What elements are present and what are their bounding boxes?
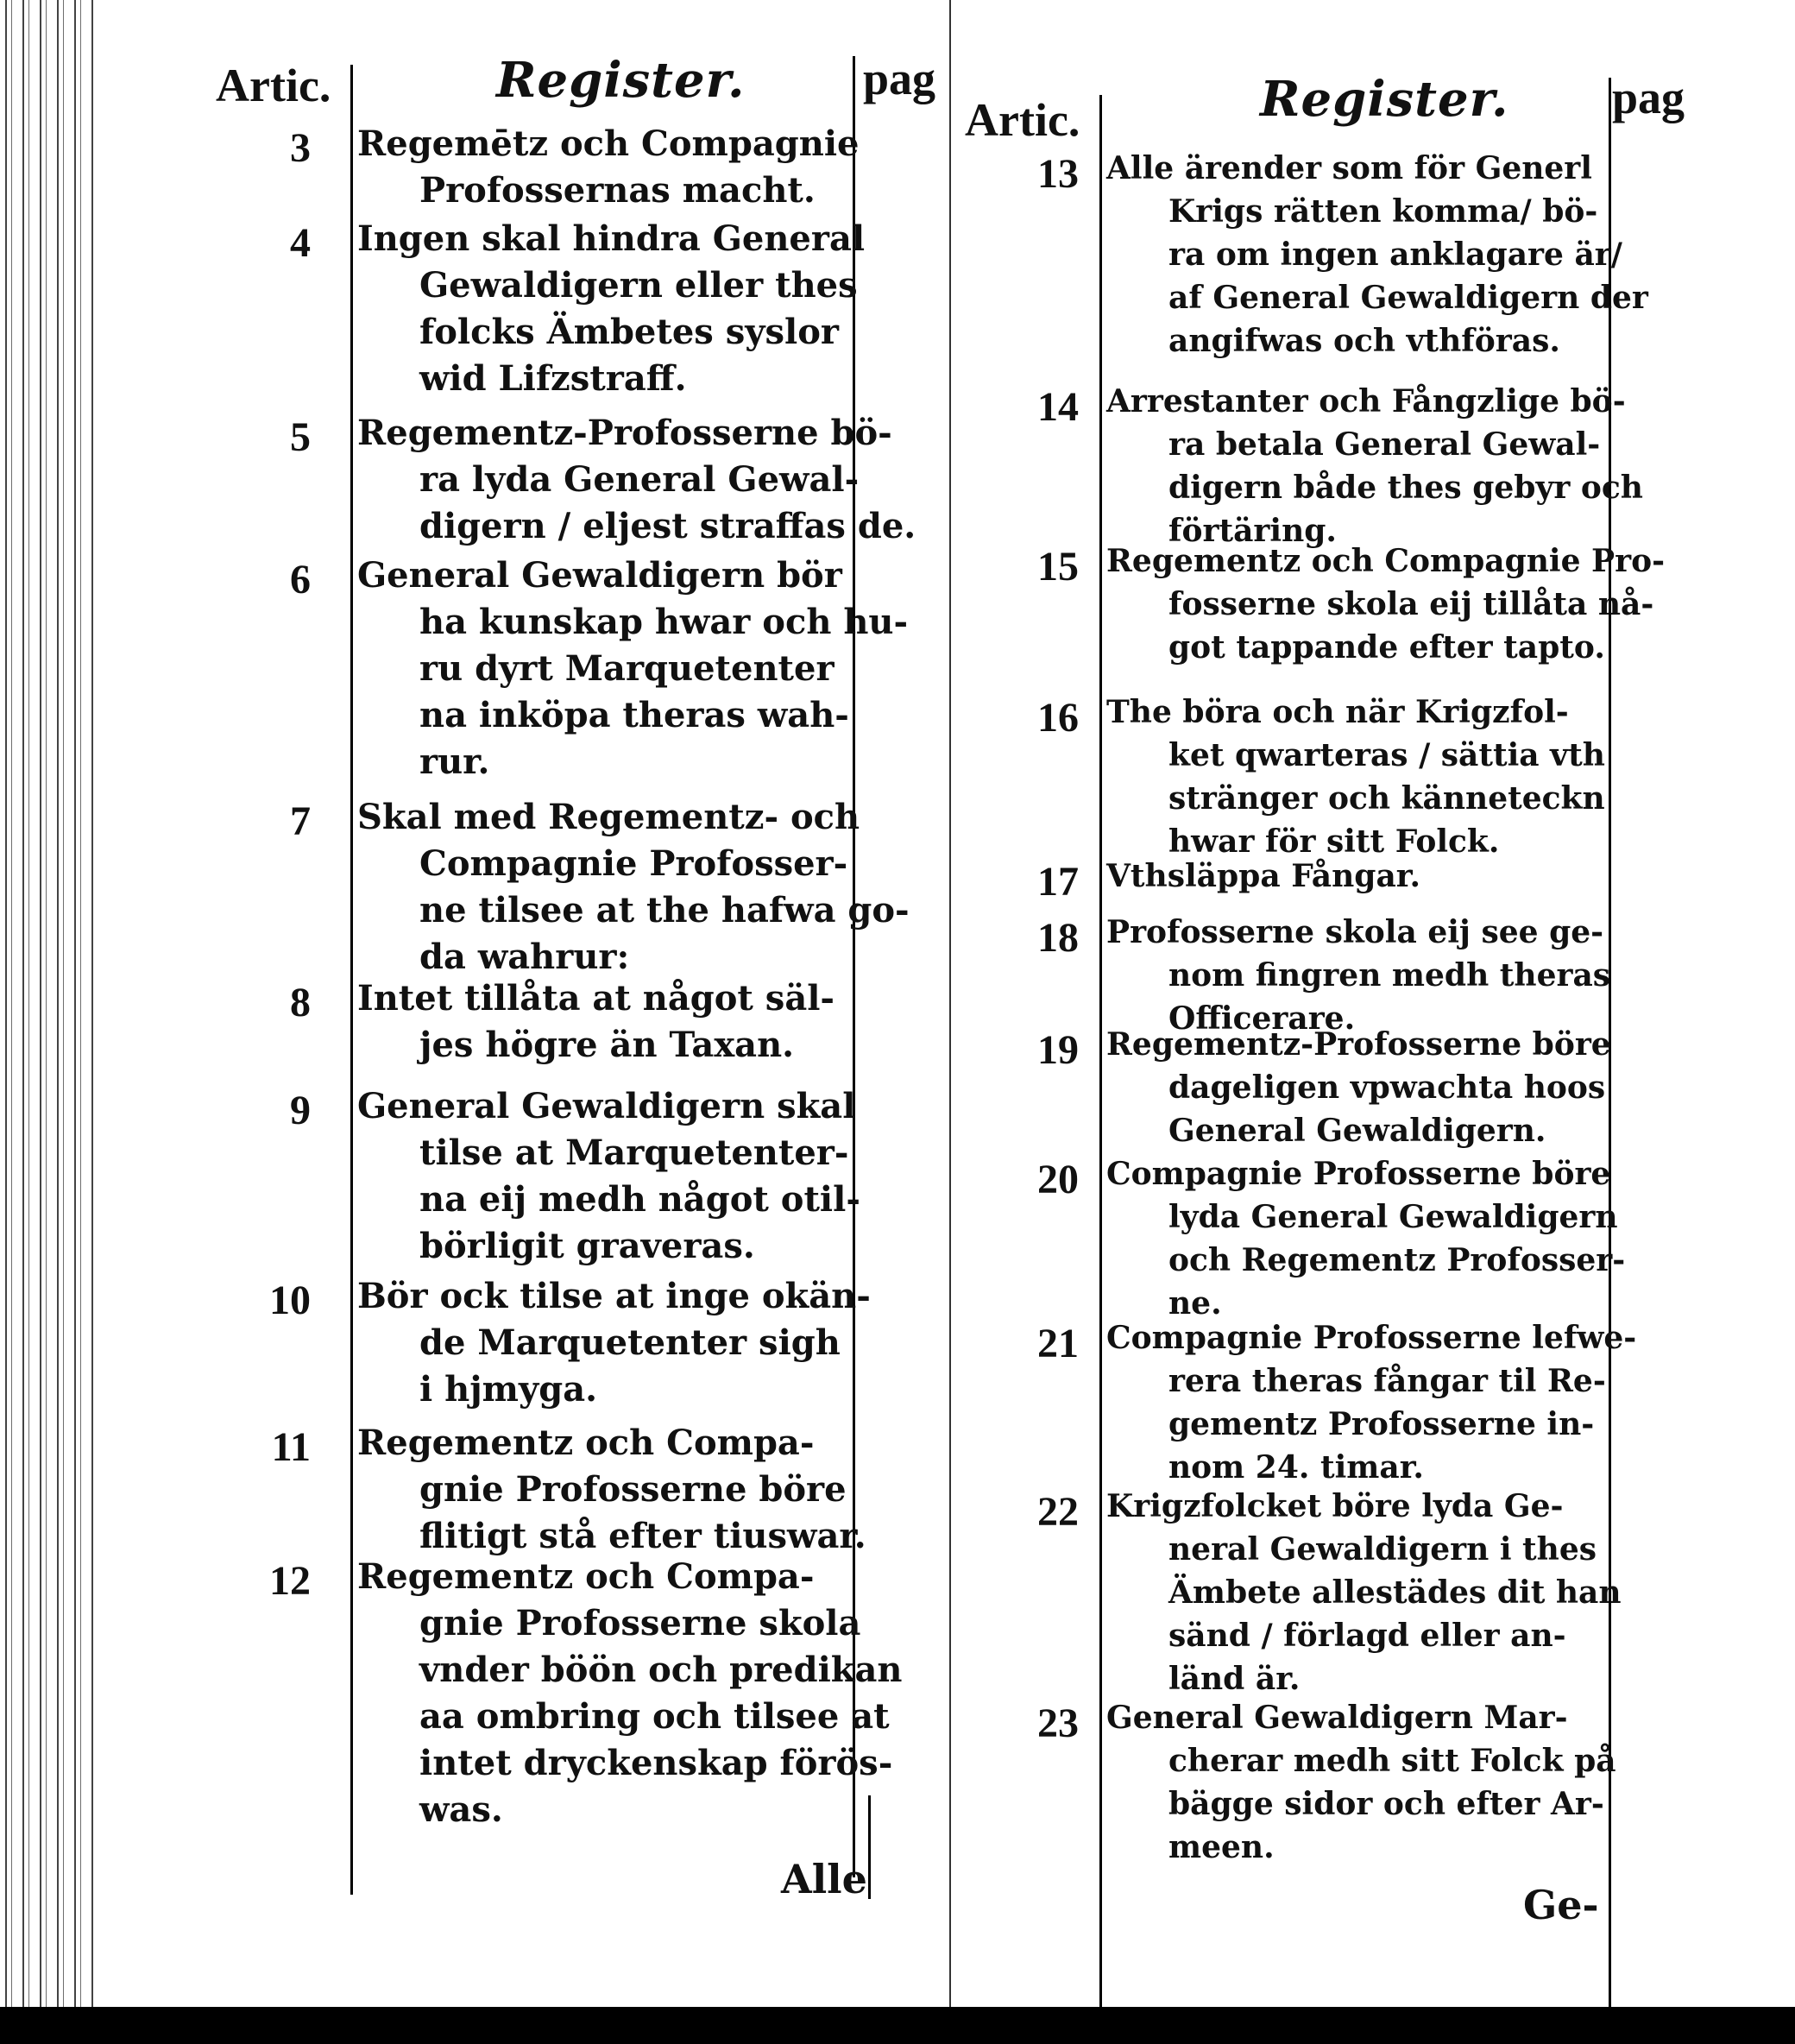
entry-line: nom fingren medh theras bbox=[1168, 957, 1611, 994]
entry-line: Arrestanter och Fångzlige bö- bbox=[1106, 383, 1626, 420]
entry-line: bägge sidor och efter Ar- bbox=[1168, 1786, 1604, 1822]
entry-line: digern både thes gebyr och bbox=[1168, 470, 1643, 506]
entry-line: gnie Profosserne böre bbox=[419, 1469, 847, 1510]
entry-line: af General Gewaldigern der bbox=[1168, 280, 1648, 316]
entry-line: neral Gewaldigern i thes bbox=[1168, 1531, 1597, 1568]
entry-line: was. bbox=[419, 1789, 503, 1830]
entry-line: förtäring. bbox=[1168, 513, 1337, 549]
article-number: 4 bbox=[290, 220, 311, 266]
entry-line: Intet tillåta at något säl- bbox=[357, 978, 835, 1019]
entry-line: sänd / förlagd eller an- bbox=[1168, 1618, 1566, 1654]
entry-line: Regementz-Profosserne bö- bbox=[357, 413, 892, 453]
entry-line: na inköpa theras wah- bbox=[419, 695, 849, 735]
entry-line: Gewaldigern eller thes bbox=[419, 265, 858, 306]
register-entry bbox=[357, 975, 835, 1069]
entry-line: digern / eljest straffas de. bbox=[419, 506, 916, 546]
register-entry bbox=[1106, 691, 1605, 863]
entry-line: ra lyda General Gewal- bbox=[419, 459, 860, 500]
entry-line: tilse at Marquetenter- bbox=[419, 1132, 849, 1173]
entry-line: General Gewaldigern. bbox=[1168, 1113, 1546, 1149]
article-number: 12 bbox=[269, 1558, 311, 1604]
entry-line: Skal med Regementz- och bbox=[357, 797, 860, 837]
entry-line: folcks Ämbetes syslor bbox=[419, 312, 839, 352]
entry-line: Bör ock tilse at inge okän- bbox=[357, 1276, 871, 1316]
left-catchword: Alle bbox=[781, 1856, 867, 1902]
article-number: 10 bbox=[269, 1278, 311, 1323]
article-number: 8 bbox=[290, 980, 311, 1025]
article-number: 22 bbox=[1037, 1489, 1079, 1535]
article-number: 7 bbox=[290, 798, 311, 844]
register-entry bbox=[357, 1420, 866, 1560]
entry-line: Krigzfolcket böre lyda Ge- bbox=[1106, 1488, 1564, 1524]
entry-line: Regementz och Compagnie Pro- bbox=[1106, 543, 1666, 579]
entry-line: Regementz och Compa- bbox=[357, 1423, 815, 1463]
entry-line: Ingen skal hindra General bbox=[357, 218, 866, 259]
entry-line: ru dyrt Marquetenter bbox=[419, 648, 835, 689]
entry-line: rera theras fångar til Re- bbox=[1168, 1363, 1606, 1399]
entry-line: lyda General Gewaldigern bbox=[1168, 1199, 1618, 1235]
entry-line: dageligen vpwachta hoos bbox=[1168, 1069, 1606, 1106]
entry-line: Vthsläppa Fångar. bbox=[1106, 858, 1420, 894]
register-entry bbox=[1106, 147, 1648, 363]
right-rule-artic bbox=[1099, 95, 1102, 2028]
entry-line: länd är. bbox=[1168, 1661, 1301, 1697]
register-entry bbox=[357, 1083, 860, 1270]
entry-line: hwar för sitt Folck. bbox=[1168, 823, 1500, 860]
right-header-artic: Artic. bbox=[965, 94, 1080, 146]
book-page-edges bbox=[0, 0, 95, 2011]
entry-line: intet dryckenskap förös- bbox=[419, 1743, 893, 1783]
register-entry bbox=[357, 1554, 903, 1833]
register-entry bbox=[357, 1273, 871, 1413]
entry-line: angifwas och vthföras. bbox=[1168, 323, 1560, 359]
article-number: 18 bbox=[1037, 915, 1079, 961]
entry-line: nom 24. timar. bbox=[1168, 1449, 1424, 1486]
article-number: 11 bbox=[271, 1424, 311, 1470]
left-header-artic: Artic. bbox=[216, 60, 331, 111]
article-number: 6 bbox=[290, 557, 311, 602]
entry-line: jes högre än Taxan. bbox=[419, 1025, 795, 1065]
register-entry bbox=[1106, 911, 1610, 1040]
register-entry bbox=[1106, 380, 1643, 552]
entry-line: gementz Profosserne in- bbox=[1168, 1406, 1595, 1442]
entry-line: Regementz-Profosserne böre bbox=[1106, 1026, 1611, 1063]
register-entry bbox=[1106, 1152, 1625, 1325]
entry-line: Officerare. bbox=[1168, 1000, 1356, 1037]
book-gutter bbox=[949, 0, 951, 2011]
entry-line: ra om ingen anklagare är/ bbox=[1168, 237, 1622, 273]
entry-line: börligit graveras. bbox=[419, 1226, 755, 1266]
entry-line: vnder böön och predikan bbox=[419, 1650, 903, 1690]
register-entry bbox=[357, 121, 859, 214]
entry-line: na eij medh något otil- bbox=[419, 1179, 860, 1220]
register-entry bbox=[1106, 539, 1665, 669]
register-entry bbox=[357, 552, 908, 785]
entry-line: Regemētz och Compagnie bbox=[357, 123, 860, 164]
entry-line: ne. bbox=[1168, 1285, 1222, 1322]
entry-line: Ämbete allestädes dit han bbox=[1168, 1574, 1622, 1611]
article-number: 17 bbox=[1037, 859, 1079, 905]
entry-line: stränger och känneteckn bbox=[1168, 780, 1605, 817]
right-header-register: Register. bbox=[1260, 71, 1509, 128]
entry-line: General Gewaldigern bör bbox=[357, 555, 842, 596]
register-entry bbox=[1106, 1316, 1636, 1489]
entry-line: rur. bbox=[419, 741, 490, 782]
entry-line: The böra och när Krigzfol- bbox=[1106, 694, 1569, 730]
entry-line: fosserne skola eij tillåta nå- bbox=[1168, 586, 1654, 622]
register-entry bbox=[1106, 1023, 1611, 1152]
entry-line: Compagnie Profosserne lefwe- bbox=[1106, 1320, 1637, 1356]
register-entry bbox=[357, 216, 865, 402]
entry-line: aa ombring och tilsee at bbox=[419, 1696, 890, 1737]
scan-bottom-band bbox=[0, 2007, 1795, 2044]
entry-line: meen. bbox=[1168, 1829, 1275, 1865]
entry-line: Regementz och Compa- bbox=[357, 1556, 815, 1597]
entry-line: ha kunskap hwar och hu- bbox=[419, 602, 909, 642]
article-number: 20 bbox=[1037, 1157, 1079, 1202]
article-number: 13 bbox=[1037, 151, 1079, 197]
entry-line: och Regementz Profosser- bbox=[1168, 1242, 1626, 1278]
register-entry bbox=[1106, 1485, 1622, 1700]
article-number: 5 bbox=[290, 414, 311, 460]
article-number: 21 bbox=[1037, 1321, 1079, 1366]
entry-line: General Gewaldigern skal bbox=[357, 1086, 856, 1126]
article-number: 14 bbox=[1037, 384, 1079, 430]
entry-line: General Gewaldigern Mar- bbox=[1106, 1700, 1568, 1736]
entry-line: de Marquetenter sigh bbox=[419, 1322, 841, 1363]
article-number: 23 bbox=[1037, 1700, 1079, 1746]
right-header-pag: pag bbox=[1612, 72, 1685, 123]
entry-line: wid Lifzstraff. bbox=[419, 358, 687, 399]
article-number: 16 bbox=[1037, 695, 1079, 741]
entry-line: Profossernas macht. bbox=[419, 170, 816, 211]
entry-line: da wahrur: bbox=[419, 937, 630, 977]
register-entry bbox=[357, 794, 910, 981]
article-number: 3 bbox=[290, 125, 311, 171]
entry-line: Compagnie Profosserne böre bbox=[1106, 1156, 1611, 1192]
entry-line: i hjmyga. bbox=[419, 1369, 598, 1410]
article-number: 9 bbox=[290, 1088, 311, 1133]
entry-line: ne tilsee at the hafwa go- bbox=[419, 890, 910, 931]
left-rule-artic bbox=[350, 65, 353, 1895]
entry-line: gnie Profosserne skola bbox=[419, 1603, 861, 1643]
left-header-register: Register. bbox=[496, 52, 746, 109]
entry-line: Compagnie Profosser- bbox=[419, 843, 848, 884]
entry-line: Krigs rätten komma/ bö- bbox=[1168, 193, 1598, 230]
register-entry bbox=[1106, 855, 1420, 898]
entry-line: ket qwarteras / sättia vth bbox=[1168, 737, 1605, 773]
entry-line: ra betala General Gewal- bbox=[1168, 426, 1601, 463]
register-entry bbox=[357, 410, 916, 550]
entry-line: cherar medh sitt Folck på bbox=[1168, 1743, 1616, 1779]
entry-line: Profosserne skola eij see ge- bbox=[1106, 914, 1604, 950]
left-header-pag: pag bbox=[863, 53, 936, 104]
article-number: 19 bbox=[1037, 1027, 1079, 1073]
register-entry bbox=[1106, 1696, 1616, 1869]
entry-line: Alle ärender som för Generl bbox=[1106, 150, 1592, 186]
entry-line: flitigt stå efter tiuswar. bbox=[419, 1516, 866, 1556]
entry-line: got tappande efter tapto. bbox=[1168, 629, 1605, 666]
article-number: 15 bbox=[1037, 544, 1079, 590]
right-catchword: Ge- bbox=[1523, 1882, 1599, 1928]
